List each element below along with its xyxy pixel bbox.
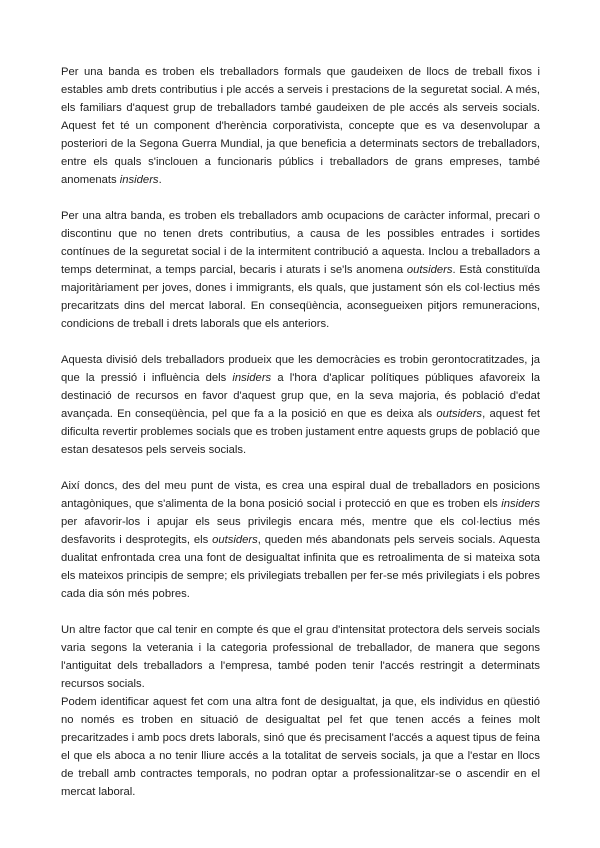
paragraph-1 [61,63,540,189]
text-run: Per una banda es troben els treballadors formals que gaudeixen de llocs de treball fixos i estables amb drets contributius i ple accés a serveis i prestacions de la seguretat social. A més, els familiars d'aquest grup de treballadors també gaudeixen de ple accés als serveis socials. Aquest fet té un component d'herència corporativista, concepte que es va desenvolupar a posteriori de la Segona Guerra Mundial, ja que beneficia a determinats sectors de treballadors, entre els quals s'inclouen a funcionaris públics i treballadors de grans empreses, també anomenats [61,66,540,186]
text-run: Així doncs, des del meu punt de vista, es crea una espiral dual de treballadors en posicions antagòniques, que s'alimenta de la bona posició social i protecció en que es troben els [61,480,540,510]
text-run: Un altre factor que cal tenir en compte és que el grau d'intensitat protectora dels serveis socials varia segons la veterania i la categoria professional de treballador, de manera que segons l'antiguitat dels treballadors a l'empresa, també poden tenir l'accés restringit a determinats recursos socials. [61,624,540,690]
italic-term: outsiders [406,264,453,276]
text-run: , queden més abandonats pels serveis socials. Aquesta dualitat enfrontada crea una font de desigualtat infinita que es retroalimenta de si mateixa sota els mateixos principis de sempre; els privilegiats treballen per fer-se més privilegiats i els pobres cada dia són més pobres. [61,534,540,600]
paragraph-4 [61,477,540,603]
text-run: Podem identificar aquest fet com una altra font de desigualtat, ja que, els individus en qüestió no només es troben en situació de desigualtat pel fet que tenen accés a feines molt precaritzades i amb pocs drets laborals, sinó que és precisament l'accés a aquest tipus de feina el que els aboca a no tenir lliure accés a la totalitat de serveis socials, ja que a l'estar en llocs de treball amb contractes temporals, no podran optar a professionalitzar-se o ascendir en el mercat laboral. [61,696,540,798]
italic-term: outsiders [436,408,483,420]
text-run: a l'hora d'aplicar polítiques públiques afavoreix la destinació de recursos en favor d'aquest grup que, en la seva majoria, és població d'edat avançada. En conseqüència, pel que fa a la posició en que es deixa als [61,372,540,420]
paragraph-2 [61,207,540,333]
text-run: Per una altra banda, es troben els treballadors amb ocupacions de caràcter informal, precari o discontinu que no tenen drets contributius, a causa de les possibles entrades i sortides contínues de la seguretat social i de la intermitent contribució a aquesta. Inclou a treballadors a temps determinat, a temps parcial, becaris i aturats i se'ls anomena [61,210,540,276]
italic-term: insiders [232,372,272,384]
text-run: . [158,174,162,186]
text-run: . Està constituïda majoritàriament per joves, dones i immigrants, els quals, que justament són els col·lectius més precaritzats dins del mercat laboral. En conseqüència, aconsegueixen pitjors remuneracions, condicions de treball i drets laborals que els anteriors. [61,264,540,330]
text-run: , aquest fet dificulta revertir problemes socials que es troben justament entre aquests grups de població que estan desatesos pels serveis socials. [61,408,540,456]
italic-term: insiders [501,498,540,510]
text-run: per afavorir-los i apujar els seus privilegis encara més, mentre que els col·lectius més desfavorits i desprotegits, els [61,516,540,546]
document-page [61,63,540,819]
paragraph-5 [61,621,540,693]
italic-term: insiders [119,174,159,186]
italic-term: outsiders [212,534,258,546]
paragraph-6 [61,693,540,801]
text-run: Aquesta divisió dels treballadors produeix que les democràcies es trobin gerontocratitzades, ja que la pressió i influència dels [61,354,540,384]
paragraph-3 [61,351,540,459]
